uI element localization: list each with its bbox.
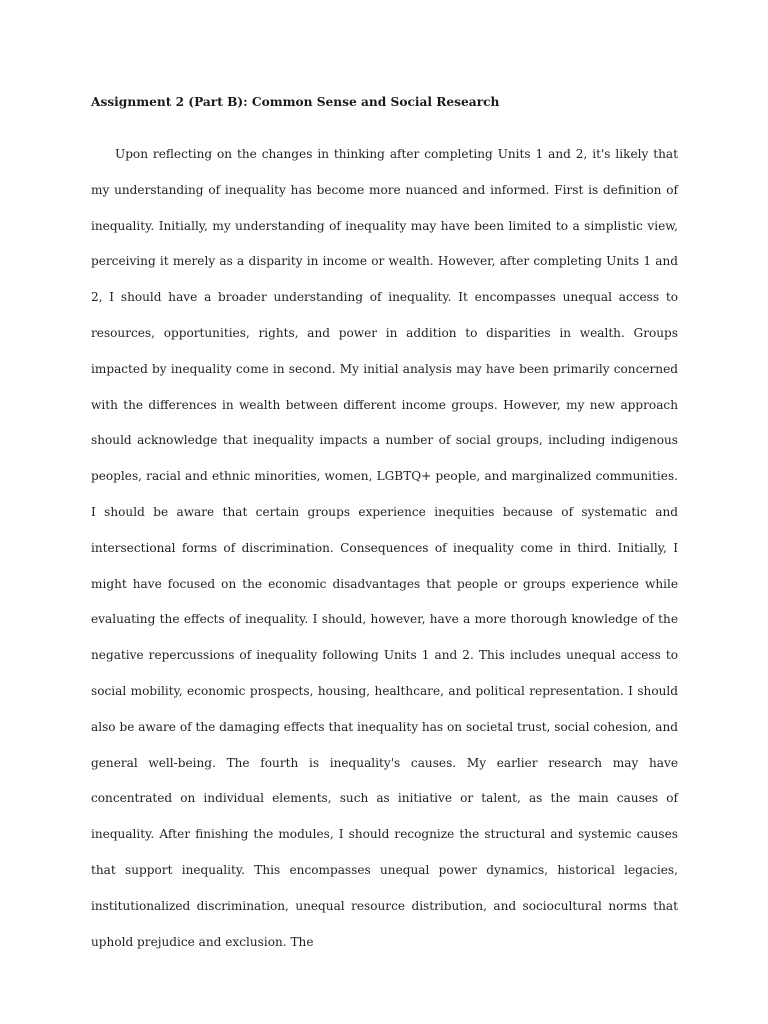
document-title: Assignment 2 (Part B): Common Sense and Social Research	[91, 95, 500, 109]
body-paragraph: Upon reflecting on the changes in thinking after completing Units 1 and 2, it's likely that my understanding of inequality has become more nuanced and informed. First is definition of inequality. Initially, my understanding of inequality may have been limited to a simplistic view, perceiving it merely as a disparity in income or wealth. However, after completing Units 1 and 2, I should have a broader understanding of inequality. It encompasses unequal access to resources, opportunities, rights, and power in addition to disparities in wealth. Groups impacted by inequality come in second. My initial analysis may have been primarily concerned with the differences in wealth between different income groups. However, my new approach should acknowledge that inequality impacts a number of social groups, including indigenous peoples, racial and ethnic minorities, women, LGBTQ+ people, and marginalized communities. I should be aware that certain groups experience inequities because of systematic and intersectional forms of discrimination. Consequences of inequality come in third. Initially, I might have focused on the economic disadvantages that people or groups experience while evaluating the effects of inequality. I should, however, have a more thorough knowledge of the negative repercussions of inequality following Units 1 and 2. This includes unequal access to social mobility, economic prospects, housing, healthcare, and political representation. I should also be aware of the damaging effects that inequality has on societal trust, social cohesion, and general well-being. The fourth is inequality's causes. My earlier research may have concentrated on individual elements, such as initiative or talent, as the main causes of inequality. After finishing the modules, I should recognize the structural and systemic causes that support inequality. This encompasses unequal power dynamics, historical legacies, institutionalized discrimination, unequal resource distribution, and sociocultural norms that uphold prejudice and exclusion. The	[91, 147, 678, 949]
